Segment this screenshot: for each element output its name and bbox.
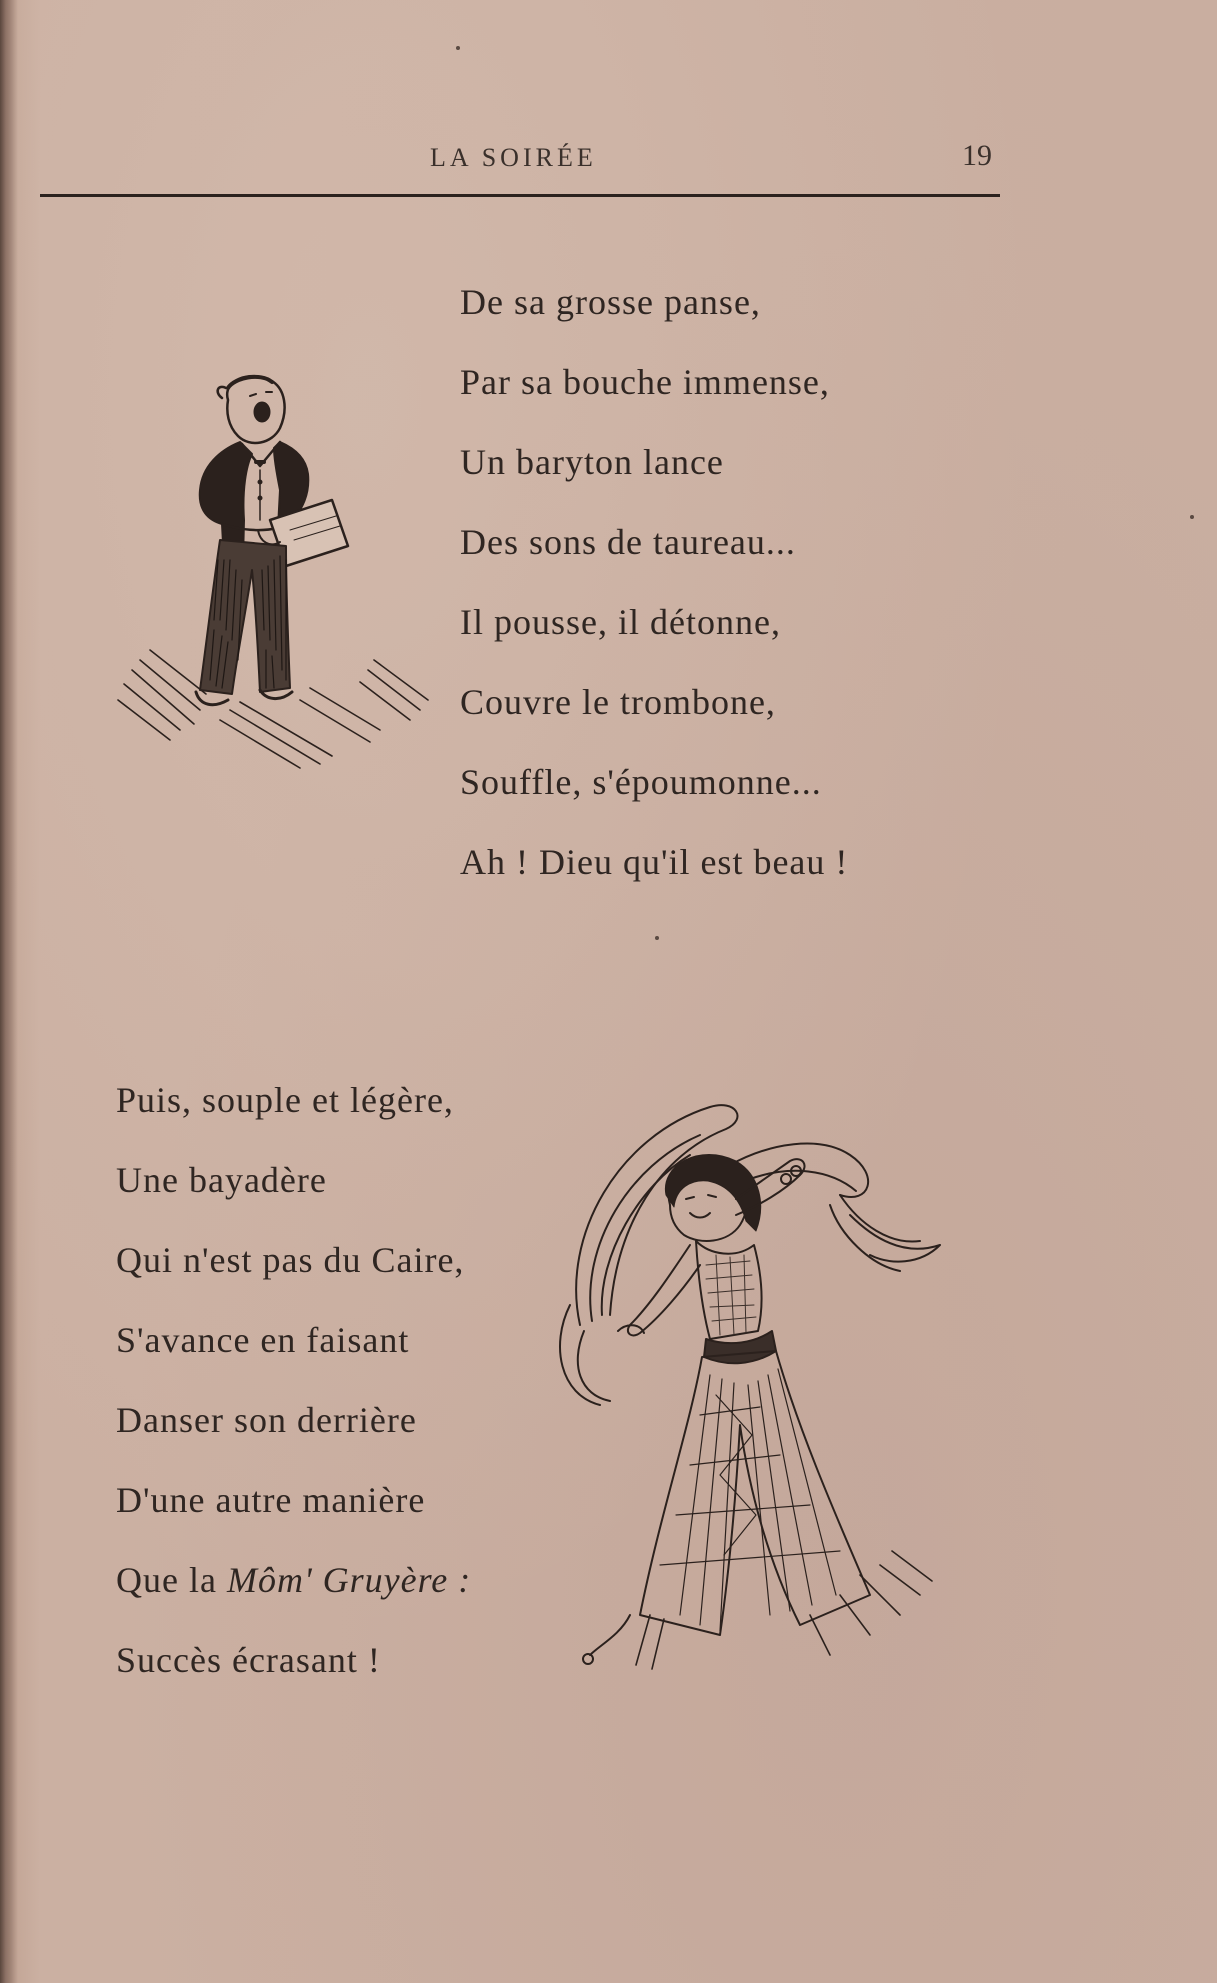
- verse-line: [116, 1540, 471, 1620]
- paper-speck: [655, 936, 659, 940]
- verse-line: Ah ! Dieu qu'il est beau !: [460, 842, 849, 882]
- verse-line: Il pousse, il détonne,: [460, 602, 781, 642]
- verse-line: Danser son derrière: [116, 1400, 417, 1440]
- verse-line: Un baryton lance: [460, 442, 724, 482]
- verse-line: Couvre le trombone,: [460, 682, 776, 722]
- verse-line: De sa grosse panse,: [460, 282, 761, 322]
- verse-line: D'une autre manière: [116, 1480, 426, 1520]
- stanza-1: [460, 262, 848, 902]
- verse-line-prefix: Que la: [116, 1560, 227, 1600]
- verse-line: Qui n'est pas du Caire,: [116, 1240, 465, 1280]
- stanza-2: [116, 1060, 471, 1700]
- paper-speck: [456, 46, 460, 50]
- verse-line: S'avance en faisant: [116, 1320, 410, 1360]
- header-rule: [40, 194, 1000, 197]
- verse-line: Par sa bouche immense,: [460, 362, 830, 402]
- verse-line: Succès écrasant !: [116, 1640, 381, 1680]
- verse-line: Souffle, s'époumonne...: [460, 762, 822, 802]
- binding-edge: [0, 0, 18, 1983]
- running-title: LA SOIRÉE: [430, 143, 597, 172]
- verse-line: Puis, souple et légère,: [116, 1080, 454, 1120]
- paper-speck: [1190, 515, 1194, 519]
- page-number: 19: [962, 139, 992, 172]
- baritone-singer-illustration: [110, 370, 430, 800]
- verse-line: Des sons de taureau...: [460, 522, 796, 562]
- bayadere-dancer-illustration: [540, 1095, 960, 1675]
- verse-line: Une bayadère: [116, 1160, 327, 1200]
- italic-name: Môm' Gruyère :: [226, 1560, 472, 1600]
